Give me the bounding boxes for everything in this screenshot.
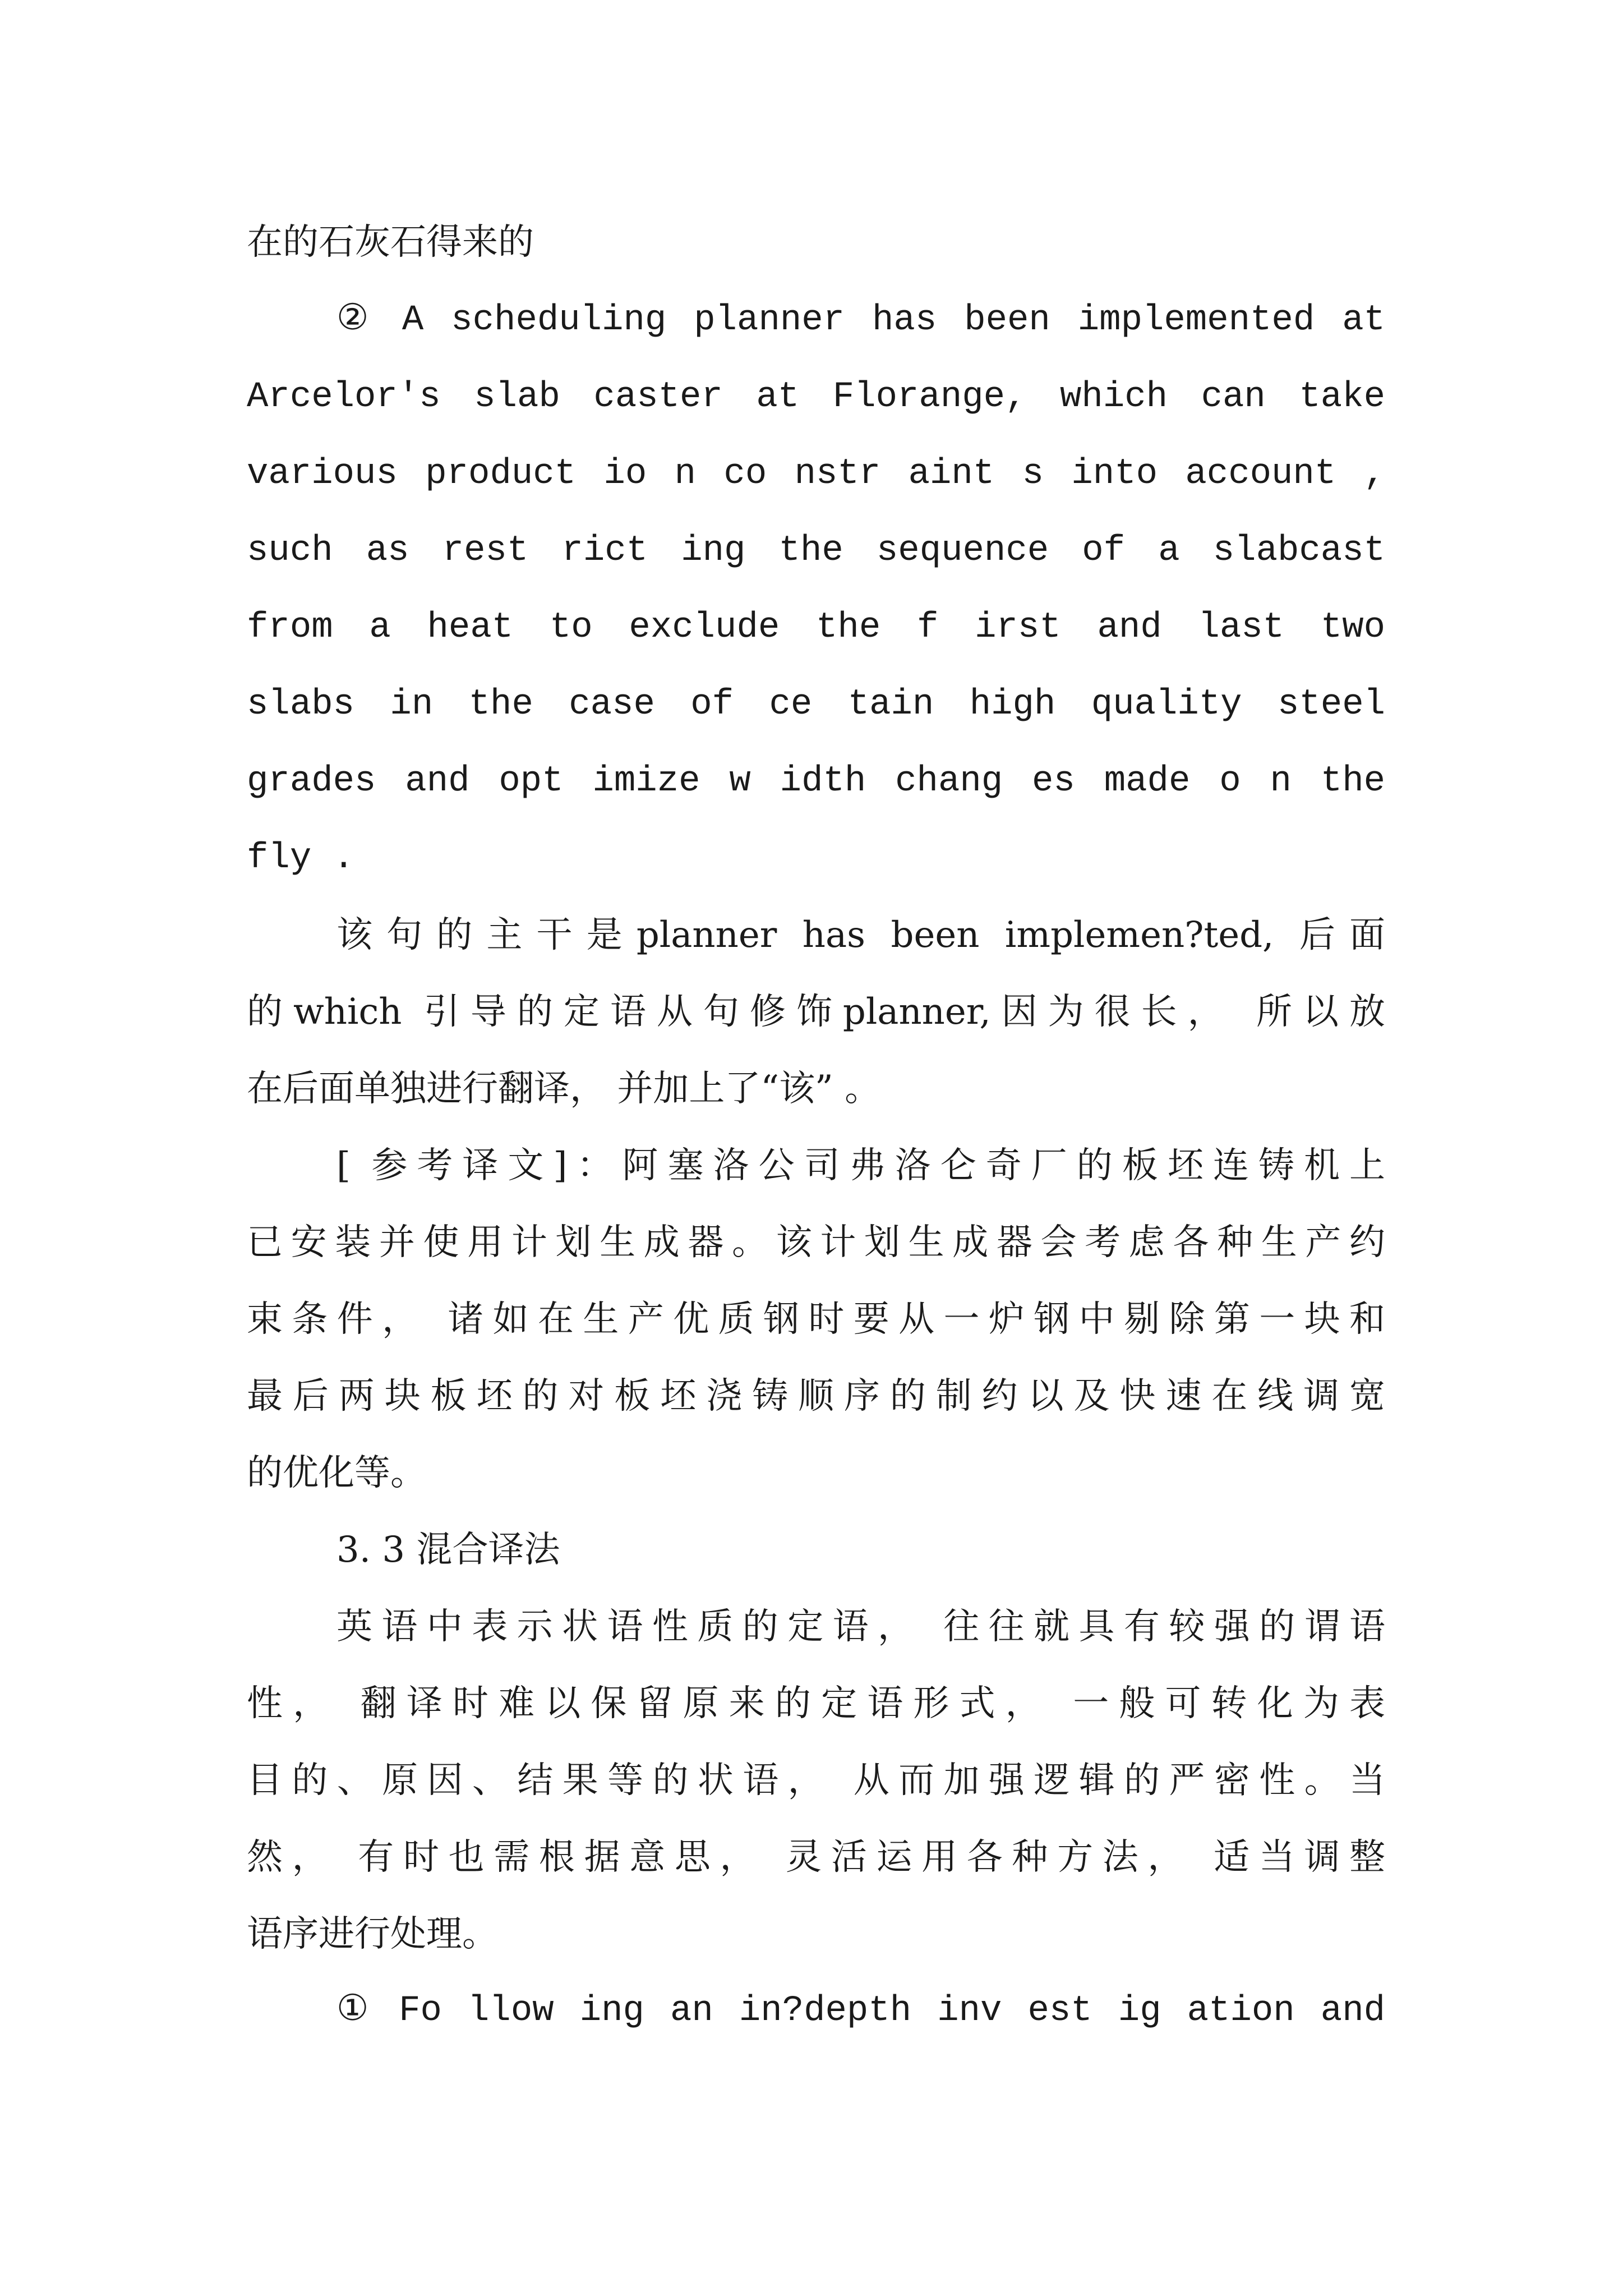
text-line: 的优化等。 (247, 1452, 426, 1494)
text-line-paragraph-start: 英语中表示状语性质的定语， 往往就具有较强的谓语 (336, 1606, 1385, 1648)
text-line: 已安装并使用计划生成器。该计划生成器会考虑各种生产约 (247, 1222, 1385, 1263)
text-line: 的which 引导的定语从句修饰planner,因为很长， 所以放 (247, 991, 1385, 1033)
text-line: slabs in the case of ce tain high quality steel (247, 684, 1385, 725)
section-heading: 3. 3 混合译法 (336, 1529, 560, 1571)
text-line: 在后面单独进行翻译， 并加上了“该” 。 (247, 1068, 881, 1110)
text-line: such as rest rict ing the sequence of a slabcast (247, 531, 1385, 571)
text-line: 性， 翻译时难以保留原来的定语形式， 一般可转化为表 (247, 1683, 1385, 1724)
text-line-reference-translation-start: [ 参考译文]：阿塞洛公司弗洛仑奇厂的板坯连铸机上 (336, 1145, 1385, 1186)
text-line: fly . (247, 838, 355, 878)
text-line: 然， 有时也需根据意思， 灵活运用各种方法， 适当调整 (247, 1837, 1385, 1878)
text-line: various product io n co nstr aint s into account , (247, 454, 1385, 494)
text-line: 束条件， 诸如在生产优质钢时要从一炉钢中剔除第一块和 (247, 1299, 1385, 1340)
text-line: 最后两块板坯的对板坯浇铸顺序的制约以及快速在线调宽 (247, 1375, 1385, 1417)
text-line-analysis-start: 该句的主干是planner has been implemen?ted, 后面 (336, 914, 1385, 956)
text-line: 目的、原因、结果等的状语， 从而加强逻辑的严密性。当 (247, 1760, 1385, 1801)
text-line: 语序进行处理。 (247, 1913, 498, 1955)
text-line: grades and opt imize w idth chang es made o n the (247, 761, 1385, 802)
text-line-example-2-start: ② A scheduling planner has been implemented at (336, 300, 1385, 341)
text-line: from a heat to exclude the f irst and last two (247, 608, 1385, 648)
text-line-example-1-start: ① Fo llow ing an in?depth inv est ig ation and (336, 1991, 1385, 2031)
text-line: Arcelor's slab caster at Florange, which can take (247, 377, 1385, 417)
text-line-continuation: 在的石灰石得来的 (247, 222, 534, 263)
